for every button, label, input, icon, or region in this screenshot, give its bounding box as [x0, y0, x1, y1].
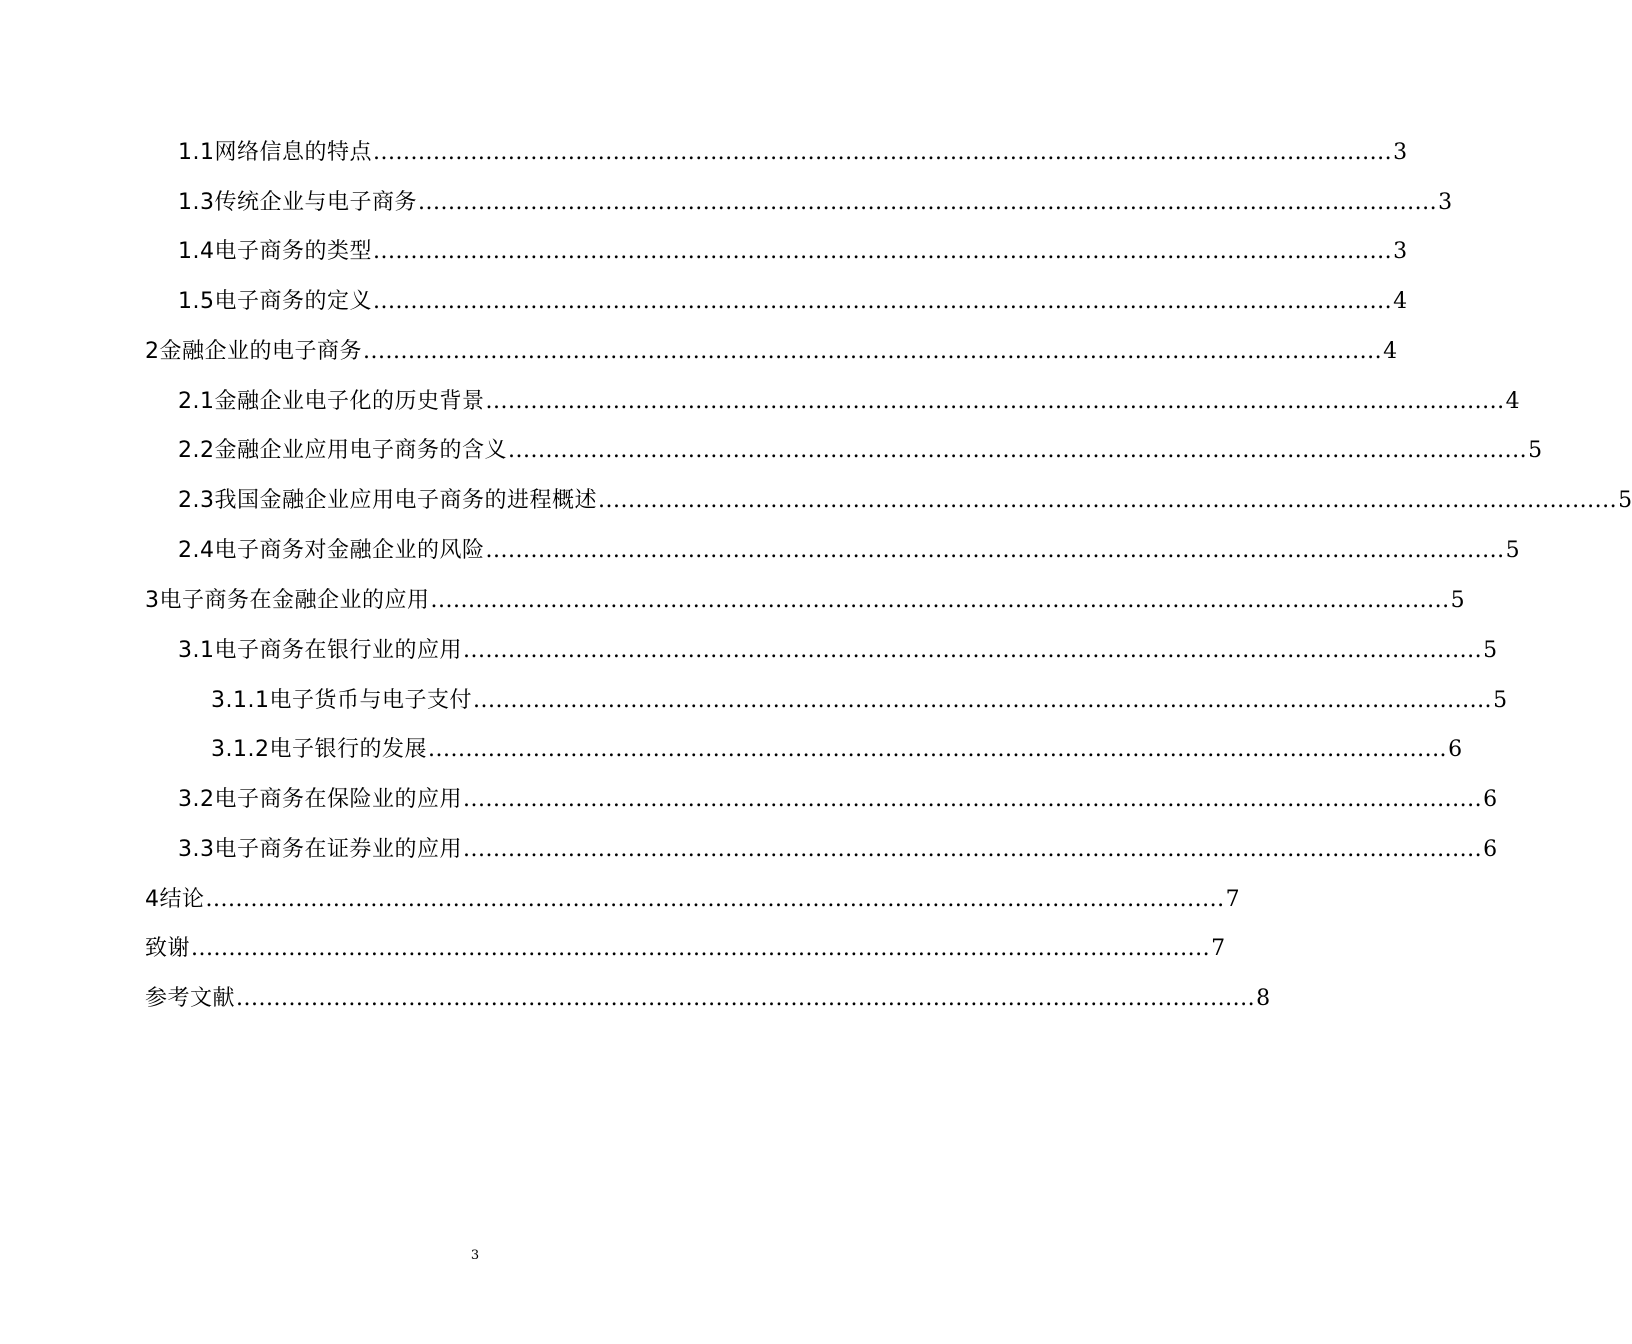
toc-entry[interactable] [178, 531, 1520, 565]
toc-entry-page: 8 [1256, 986, 1271, 1011]
dot-leader: ........................................................................................................................................ [485, 538, 1505, 563]
dot-leader: ........................................................................................................................................ [191, 936, 1211, 961]
dot-leader: ........................................................................................................................................ [472, 688, 1493, 713]
toc-entry-label: 4结论 [145, 887, 205, 912]
dot-leader: ........................................................................................................................................ [418, 190, 1438, 215]
toc-entry[interactable] [145, 929, 1226, 963]
dot-leader: ........................................................................................................................................ [463, 638, 1483, 663]
toc-entry-page: 3 [1393, 140, 1408, 165]
dot-leader: ........................................................................................................................................ [463, 787, 1483, 812]
toc-entry[interactable] [178, 133, 1408, 167]
dot-leader: ........................................................................................................................................ [463, 837, 1483, 862]
toc-entry-page: 5 [1450, 588, 1465, 613]
toc-entry-page: 4 [1505, 389, 1520, 414]
toc-entry-page: 4 [1393, 289, 1408, 314]
toc-entry-page: 7 [1225, 887, 1240, 912]
dot-leader: ........................................................................................................................................ [485, 389, 1505, 414]
toc-entry[interactable] [145, 979, 1271, 1013]
dot-leader: ........................................................................................................................................ [430, 588, 1450, 613]
toc-entry-label: 1.3传统企业与电子商务 [178, 190, 417, 215]
toc-entry-page: 3 [1393, 239, 1408, 264]
toc-entry[interactable] [145, 332, 1398, 366]
toc-entry-label: 1.1网络信息的特点 [178, 140, 372, 165]
dot-leader: ........................................................................................................................................ [598, 488, 1618, 513]
toc-entry-label: 2金融企业的电子商务 [145, 339, 362, 364]
toc-entry-label: 3.1.2电子银行的发展 [211, 737, 427, 762]
toc-entry-label: 1.4电子商务的类型 [178, 239, 372, 264]
dot-leader: ........................................................................................................................................ [373, 140, 1393, 165]
toc-entry-label: 1.5电子商务的定义 [178, 289, 372, 314]
dot-leader: ........................................................................................................................................ [236, 986, 1256, 1011]
toc-entry[interactable] [178, 631, 1498, 665]
toc-entry-page: 5 [1505, 538, 1520, 563]
toc-entry[interactable] [211, 730, 1463, 764]
toc-entry-page: 6 [1483, 837, 1498, 862]
toc-entry-page: 5 [1528, 438, 1543, 463]
toc-entry-label: 2.4电子商务对金融企业的风险 [178, 538, 485, 563]
toc-entry-page: 5 [1483, 638, 1498, 663]
toc-entry-page: 6 [1483, 787, 1498, 812]
toc-entry[interactable] [178, 431, 1543, 465]
toc-entry[interactable] [145, 880, 1240, 914]
toc-entry-page: 3 [1438, 190, 1453, 215]
toc-entry-page: 7 [1211, 936, 1226, 961]
toc-entry-label: 3.3电子商务在证券业的应用 [178, 837, 462, 862]
toc-entry-label: 3.2电子商务在保险业的应用 [178, 787, 462, 812]
toc-entry-label: 2.1金融企业电子化的历史背景 [178, 389, 485, 414]
toc-entry[interactable] [178, 183, 1453, 217]
dot-leader: ........................................................................................................................................ [508, 438, 1528, 463]
dot-leader: ........................................................................................................................................ [363, 339, 1383, 364]
toc-entry-label: 3电子商务在金融企业的应用 [145, 588, 430, 613]
toc-entry[interactable] [178, 830, 1498, 864]
toc-entry-page: 6 [1448, 737, 1463, 762]
toc-entry[interactable] [178, 282, 1408, 316]
toc-entry-page: 5 [1618, 488, 1632, 513]
toc-entry-page: 4 [1383, 339, 1398, 364]
toc-entry-label: 3.1.1电子货币与电子支付 [211, 688, 472, 713]
toc-entry[interactable] [178, 780, 1498, 814]
toc-entry[interactable] [211, 681, 1508, 715]
page-number: 3 [470, 1248, 480, 1263]
toc-entry-label: 3.1电子商务在银行业的应用 [178, 638, 462, 663]
toc-entry[interactable] [178, 232, 1408, 266]
dot-leader: ........................................................................................................................................ [373, 239, 1393, 264]
dot-leader: ........................................................................................................................................ [373, 289, 1393, 314]
toc-entry-label: 2.3我国金融企业应用电子商务的进程概述 [178, 488, 597, 513]
toc-entry[interactable] [178, 382, 1520, 416]
dot-leader: ........................................................................................................................................ [205, 887, 1225, 912]
toc-entry-label: 致谢 [145, 936, 191, 961]
toc-entry[interactable] [145, 581, 1465, 615]
toc-entry-label: 参考文献 [145, 986, 236, 1011]
toc-entry[interactable] [178, 481, 1632, 515]
toc-entry-page: 5 [1493, 688, 1508, 713]
toc-entry-label: 2.2金融企业应用电子商务的含义 [178, 438, 507, 463]
dot-leader: ........................................................................................................................................ [427, 737, 1448, 762]
